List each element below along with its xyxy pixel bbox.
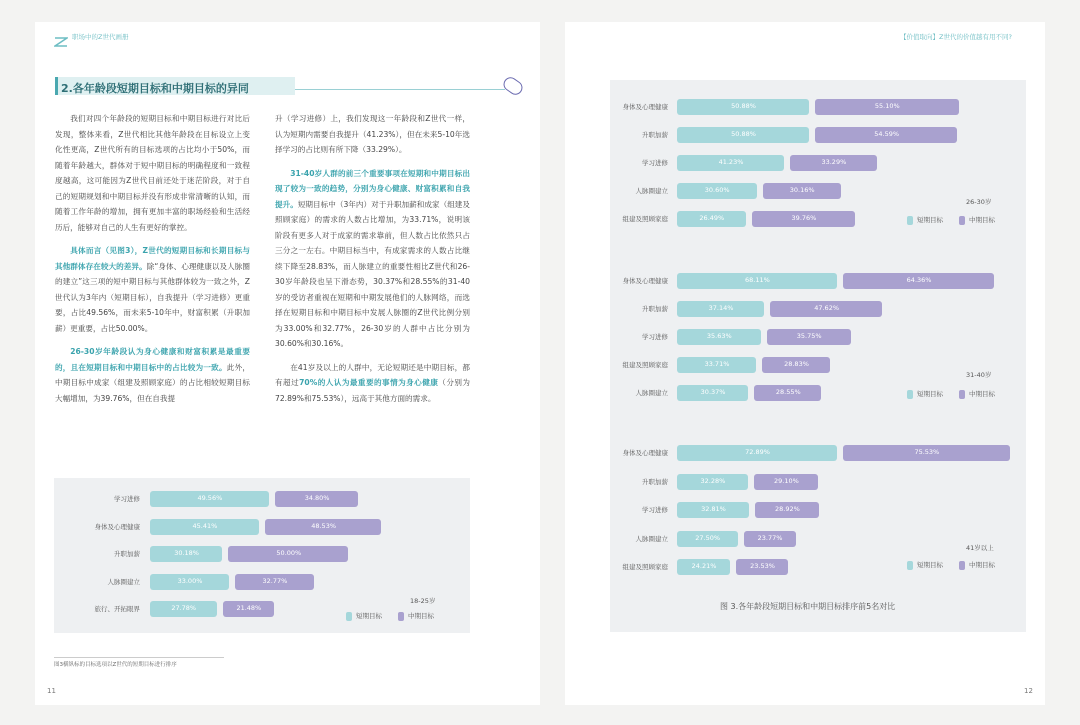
bar-value-label: 33.71%	[704, 360, 730, 368]
bar-value-label: 45.41%	[192, 521, 218, 530]
bar-value-label: 50.88%	[731, 102, 756, 110]
age-group-label: 41岁以上	[966, 544, 994, 552]
bar-value-label: 55.10%	[874, 102, 900, 110]
bar-value-label: 37.14%	[708, 304, 734, 312]
bar-value-label: 47.62%	[814, 304, 840, 312]
category-label: 身体及心理健康	[622, 449, 668, 457]
category-label: 学习进修	[642, 506, 668, 514]
legend-swatch-short	[907, 216, 913, 225]
category-label: 组建及照顾家庭	[622, 563, 668, 571]
bar-value-label: 32.81%	[701, 505, 726, 513]
category-label: 旅行、开拓眼界	[94, 605, 140, 613]
left-running-header: 职场中的Z世代画册	[72, 33, 129, 41]
bar-value-label: 33.29%	[821, 158, 847, 166]
bar-value-label: 28.55%	[775, 388, 801, 396]
bar-value-label: 50.00%	[276, 549, 302, 557]
legend-label-short: 短期目标	[356, 612, 382, 620]
section-title	[55, 77, 465, 97]
bar-value-label: 27.50%	[695, 533, 721, 542]
highlight-text: 具体而言（见图3），Z世代的短期目标和长期目标与其他群体存在较大的差异。	[55, 246, 250, 271]
category-label: 身体及心理健康	[622, 103, 668, 111]
paragraph	[55, 344, 250, 406]
bar-value-label: 39.76%	[791, 214, 817, 222]
paragraph: 在41岁及以上的人群中，无论短期还是中期目标，都有超过70%的人认为最重要的事情为身心健康（分别为72.89%和75.53%），远高于其他方面的需求。	[275, 362, 471, 403]
legend-label-short: 短期目标	[917, 216, 943, 224]
bar-value-label: 30.18%	[174, 549, 199, 557]
legend-swatch-mid	[959, 390, 965, 399]
bar-value-label: 21.48%	[236, 604, 262, 612]
chart-legend	[907, 560, 995, 570]
legend-label-mid: 中期目标	[969, 390, 995, 398]
page-number-right: 12	[1024, 687, 1033, 695]
legend-label-mid: 中期目标	[408, 612, 434, 620]
chart-legend	[907, 389, 995, 399]
highlight-text: 31-40岁人群的前三个重要事项在短期和中期目标出现了较为一致的趋势，分别为身心健康、财富积累和自我提升。	[275, 168, 470, 209]
category-label: 组建及照顾家庭	[622, 361, 668, 369]
category-label: 人脉圈建立	[635, 187, 668, 195]
legend-label-mid: 中期目标	[969, 216, 995, 224]
category-label: 学习进修	[114, 495, 140, 503]
category-label: 学习进修	[642, 159, 668, 167]
section-title-text: 2.各年龄段短期目标和中期目标的异同	[61, 82, 249, 95]
bar-value-label: 28.83%	[784, 360, 809, 368]
category-label: 身体及心理健康	[622, 277, 668, 285]
age-group-label: 26-30岁	[966, 198, 992, 206]
text-column-2	[275, 111, 470, 414]
figure-caption: 图 3.各年龄段短期目标和中期目标排序前5名对比	[720, 602, 896, 611]
paragraph-body: 除“身体、心理健康以及人脉圈的建立”这三项的短中期目标与其他群体较为一致之外，Z世代认为3年内（短期目标），自我提升（学习进修）更重要，占比49.56%，而未来5-10年中，财富积累（升职加薪）更重要，占比50.00%。	[55, 261, 251, 333]
bar-value-label: 26.49%	[699, 214, 725, 222]
bar-value-label: 54.59%	[874, 130, 900, 138]
age-group-label: 31-40岁	[966, 371, 992, 379]
legend-swatch-short	[346, 612, 352, 621]
chart-legend	[346, 611, 434, 621]
highlight-text: 70%的人认为最重要的事情为身心健康	[299, 378, 439, 387]
category-label: 升职加薪	[642, 477, 668, 486]
legend-label-mid: 中期目标	[969, 561, 995, 569]
bar-value-label: 41.23%	[718, 158, 744, 166]
paragraph: 升（学习进修）上，我们发现这一年龄段和Z世代一样，认为短期内需要自我提升（41.23%），但在未来5-10年选择学习的占比则有所下降（33.29%）。	[275, 114, 470, 154]
bar-value-label: 23.77%	[757, 533, 783, 542]
legend-swatch-mid	[959, 561, 965, 570]
bar-value-label: 30.16%	[789, 186, 815, 194]
bar-value-label: 35.75%	[796, 332, 822, 340]
bar-value-label: 64.36%	[906, 276, 932, 284]
legend-label-short: 短期目标	[917, 561, 943, 569]
paragraph-body: 此外，中期目标中成家（组建及照顾家庭）的占比相较短期目标大幅增加，为39.76%，但在自我提	[55, 362, 251, 403]
category-label: 组建及照顾家庭	[622, 215, 668, 223]
bar-value-label: 32.28%	[700, 476, 726, 485]
category-label: 学习进修	[642, 333, 668, 341]
footnote: 图3横纵标的目标选项以Z世代的短期目标进行排序	[54, 657, 224, 668]
bar-value-label: 48.53%	[311, 521, 337, 530]
page-number-left: 11	[47, 687, 56, 695]
highlight-text: 26-30岁年龄段认为身心健康和财富积累是最重要的，且在短期目标和中期目标中的占比较为一致。	[55, 347, 250, 372]
paragraph	[275, 166, 470, 352]
category-label: 升职加薪	[642, 131, 668, 139]
bar-value-label: 34.80%	[304, 494, 330, 502]
paragraph	[55, 243, 250, 336]
category-label: 人脉圈建立	[635, 389, 668, 397]
legend-swatch-short	[907, 561, 913, 570]
age-group-label: 18-25岁	[410, 597, 436, 605]
legend-label-short: 短期目标	[917, 390, 943, 398]
category-label: 身体及心理健康	[94, 522, 140, 531]
right-running-header: 【价值取向】Z世代的价值越有用不同?	[900, 33, 1012, 41]
bar-value-label: 24.21%	[691, 562, 717, 570]
legend-swatch-mid	[398, 612, 404, 621]
bar-value-label: 68.11%	[745, 276, 770, 284]
brand-logo-icon	[54, 32, 68, 51]
paragraph: 我们对四个年龄段的短期目标和中期目标进行对比后发现，整体来看，Z世代相比其他年龄段在目标设立上变化性更高，Z世代所有的目标选项的占比均小于50%，而随着年龄越大，群体对于短中期目标的明确程度和一致程度越高，这可能因为Z世代目前还处于迷茫阶段，对于自己的短期规划和中期目标并没有形成非常清晰的认知，而随着工作年龄的增加，拥有更加丰富的职场经验和生活经历后，能够对自己的人生有更好的掌控。	[55, 114, 250, 232]
bar-value-label: 50.88%	[731, 130, 756, 138]
bar-value-label: 32.77%	[262, 576, 288, 585]
bar-value-label: 72.89%	[745, 448, 770, 456]
bar-value-label: 29.10%	[774, 476, 799, 485]
chart-legend	[907, 215, 995, 225]
text-column-1	[55, 111, 250, 414]
bar-value-label: 75.53%	[914, 448, 940, 456]
category-label: 升职加薪	[114, 550, 140, 558]
bar-value-label: 30.37%	[700, 388, 726, 396]
legend-swatch-mid	[959, 216, 965, 225]
bar-value-label: 49.56%	[197, 494, 223, 502]
bar-value-label: 23.53%	[750, 562, 775, 570]
category-label: 人脉圈建立	[635, 534, 668, 543]
category-label: 人脉圈建立	[107, 577, 140, 586]
paragraph-body: 短期目标中（3年内）对于升职加薪和成家（组建及照顾家庭）的需求的人数占比增加，为33.71%，说明该阶段有更多人对于成家的需求靠前，但人数占比依然只占三分之一左右。中期目标当中，有成家需求的人数占比继续下降至28.83%，而人脉建立的重要性相比Z世代和26-30岁年龄段也呈下滑态势，30.37%和28.55%的31-40岁的受访者重视在短期和中期发展他们的人脉网络，而选择在短期目标和中期目标中发展人脉圈的Z世代比例分别为33.00%和32.77%，26-30岁的人群中占比分别为30.60%和30.16%。	[275, 199, 470, 348]
legend-swatch-short	[907, 390, 913, 399]
bar-value-label: 28.92%	[774, 505, 800, 513]
category-label: 升职加薪	[642, 305, 668, 313]
bar-value-label: 27.78%	[171, 604, 197, 612]
bar-value-label: 30.60%	[704, 186, 730, 194]
bar-value-label: 35.63%	[706, 332, 732, 340]
bar-value-label: 33.00%	[177, 576, 203, 585]
